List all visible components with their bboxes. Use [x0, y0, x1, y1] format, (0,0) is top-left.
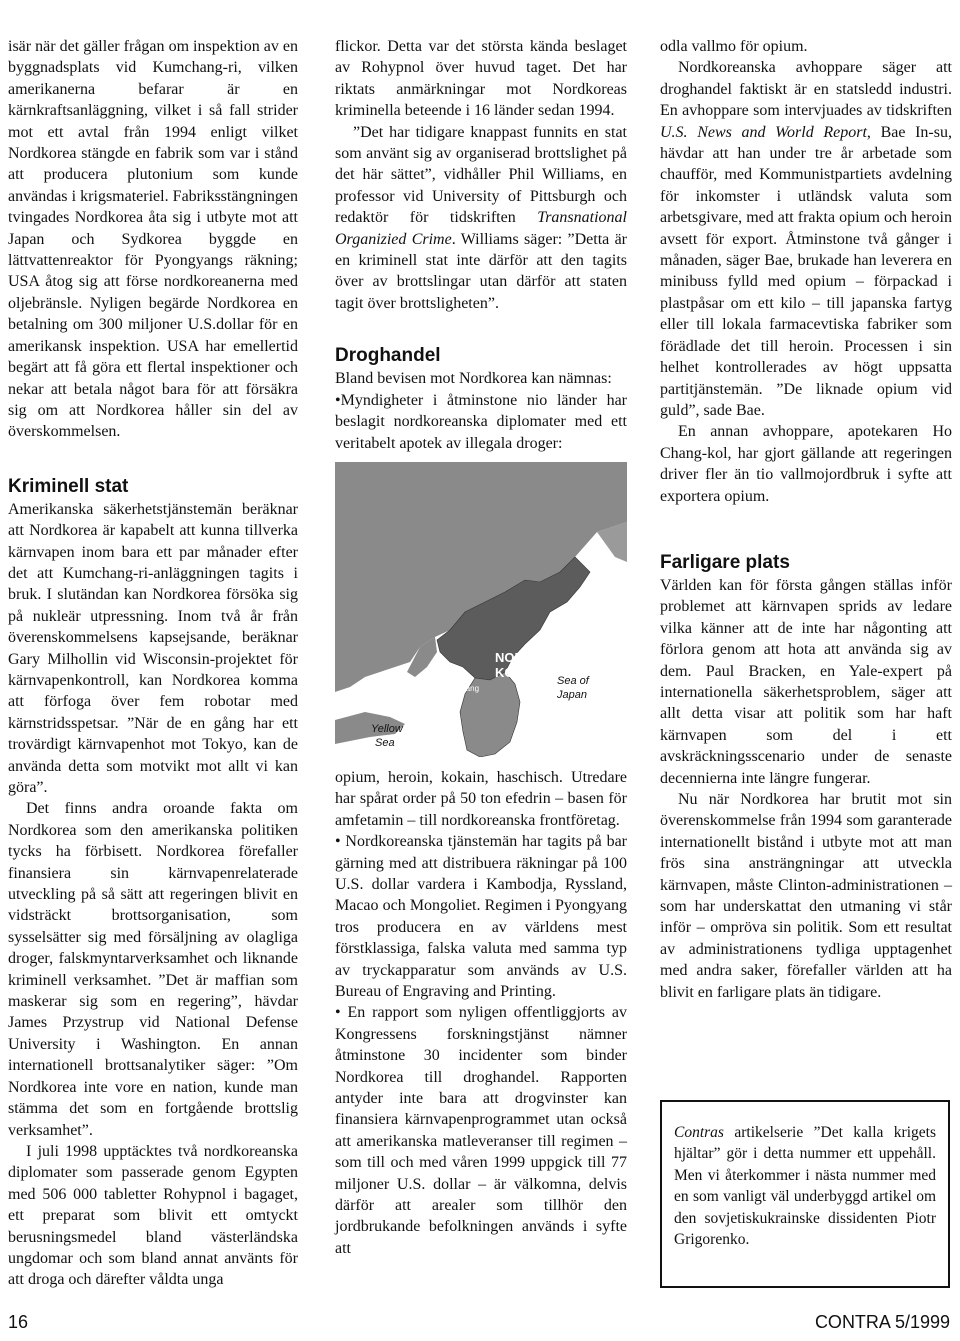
magazine-title: U.S. News and World Report	[660, 123, 867, 141]
contras-italic: Contras	[674, 1124, 724, 1141]
column-3	[660, 36, 952, 1003]
map-label-sea: Sea	[375, 736, 395, 749]
bullet-item: •Myndigheter i åtminstone nio länder har beslagit nordkoreanska diplomater med ett veritabelt apotek av illegala droger:	[335, 391, 627, 452]
paragraph: Det finns andra oroande fakta om Nordkorea som den amerikanska politiken tycks ha förbisett. Nordkorea förefaller finansiera sin kärnvapenrelaterade utveckling på så sätt att regeringen blivit en vidsträckt brottsorganisation, som sysselsätter sig med försäljning av olagliga droger, falskmyntarverksamhet och liknande kriminell verksamhet. ”Det är maffian som maskerar sig som en regering”, hävdar James Przystrup vid National Defense University i Washington. En annan internationell brottsanalytiker säger: ”Om Nordkorea inte vore en nation, kunde man stämma det som en fortgående brottslig verksamhet”.	[8, 800, 298, 1139]
editorial-note-box	[660, 1100, 950, 1288]
section-heading-droghandel: Droghandel	[335, 345, 441, 367]
paragraph: Amerikanska säkerhetstjänstemän beräknar att Nordkorea är kapabelt att kunna tillverka kärnvapen inom bara ett par månader efter det att Kumchang-ri-anläggningen tagits i bruk. I slutändan kan Nordkorea försöka sig på nukleär utpressning. Inom två år från överenskommelsens kapsejsande, beräknar Gary Milhollin vid Wisconsin-projektet för kärnvapenkontroll, kan Nordkorea komma att förfoga över fem robotar med kärnstridsspetsar. ”När de en gång har ett trovärdigt kärnvapenhot mot Tokyo, kan de använda detta som motvikt mot allt vi kan göra”.	[8, 500, 298, 796]
paragraph: isär när det gäller frågan om inspektion av en byggnadsplats vid Kumchang-ri, vilken amerikanerna befarar är en kärnkraftsanläggning, vilket i så fall strider mot ett avtal från 1994 enligt vilket Nordkorea stängde en fabrik som var i stånd att producera plutonium som kunde användas i krigsmateriel. Fabriksstängningen tvingades Nordkorea åta sig i utbyte mot att Japan och Sydkorea byggde en lättvattenreaktor för Pyongyangs räkning; USA åtog sig att förse nordkoreanerna med oljebränsle. Nyligen begärde Nordkorea en betalning om 300 miljoner U.S.dollar för en amerikansk inspektion. USA har emellertid begärt att få göra ett flertal inspektioner och nekar att betala något bara för att försäkra sig om att Nordkorea håller sin del av överskommelsen.	[8, 38, 298, 441]
paragraph: odla vallmo för opium.	[660, 38, 808, 55]
column-1	[8, 36, 298, 1291]
issue-label: CONTRA 5/1999	[814, 1312, 950, 1332]
journal-title: Transnational Organizied Crime	[335, 209, 627, 248]
paragraph: Bland bevisen mot Nordkorea kan nämnas:	[335, 370, 612, 388]
map-label-north: NORTH	[495, 649, 542, 665]
map-label-japan: Japan	[557, 688, 587, 701]
paragraph: ”Det har tidigare knappast funnits en stat som använt sig av organiserad brottslighet på det här sättet”, vidhåller Phil Williams, en professor vid University of Pittsburgh och redaktör för tidskriften Transnational Organizied Crime. Williams säger: ”Detta är en kriminell stat inte därför att den tagits över av brottslingar utan därför att staten tagit över brottsligheten”.	[335, 123, 627, 312]
map-label-pyongyang: Pyongyang	[439, 683, 480, 693]
map-label-sea-of: Sea of	[557, 674, 589, 687]
paragraph: Världen kan för första gången ställas inför problemet att kärnvapen sprids av ledare vilka känner att de inte har någonting att förlora genom att hota att använda sig av dem. Paul Bracken, en Yale-expert på internationella säkerhetsproblem, säger att allt detta visar att politik som har haft kärnvapen som del i ett avskräckningsscenario under de senaste decennierna inte längre fungerar.	[660, 576, 952, 787]
map-label-korea: KOREA	[495, 664, 542, 680]
map-city-dot	[432, 686, 436, 690]
bullet-item: • En rapport som nyligen offentliggjorts av Kongressens forskningstjänst nämner åtminstone 30 incidenter som binder Nordkorea till droghandel. Rapporten antyder inte bara att drogvinster kan finansiera kärnvapenprogrammet utan också att amerikanska matleveranser till regimen – som till och med våren 1999 uppgick till 77 miljoner U.S. dollar – är välkomna, delvis därför att arealer som tillhör den jordbrukande befolkningen används i syfte att	[335, 1004, 627, 1257]
map-label-yellow: Yellow	[371, 722, 403, 735]
paragraph: Nordkoreanska avhoppare säger att droghandel faktiskt är en statsledd industri. En avhoppare som intervjuades av tidskriften U.S. News and World Report, Bae In-su, hävdar att han under tre år arbetade som chaufför, med Kommunistpartiets avdelning för inkomster i utländsk valuta som arbetsgivare, med att frakta opium och heroin avsett för export. Åtminstone två gånger i månaden, säger Bae, brukade han leverera en minibuss fylld med opium – förpackad i plastpåsar om ett kilo – till japanska fartyg eller till lokala farmacevtiska fabriker som förädlade det till heroin. Processen i sin helhet kontrollerades av högt uppsatta partitjänstemän. ”De liknade opium vid guld”, sade Bae.	[660, 59, 952, 419]
section-heading-kriminell-stat: Kriminell stat	[8, 475, 129, 497]
editorial-note-text: artikelserie ”Det kalla krigets hjältar” gör i detta nummer ett uppehåll. Men vi återkommer i nästa nummer med en som vanligt väl underbyggd artikel om den sovjetiskukrainske dissidenten Piotr Grigorenko.	[674, 1124, 936, 1249]
paragraph: I juli 1998 upptäcktes två nordkoreanska diplomater som passerade genom Egypten med 506 000 tabletter Rohypnol i bagaget, ett preparat som blivit ett omtyckt berusningsmedel bland västerländska ungdomar och som bland annat använts för att droga och därefter våldta unga	[8, 1142, 298, 1289]
page-number: 16	[8, 1312, 29, 1332]
paragraph: En annan avhoppare, apotekaren Ho Chang-kol, har gjort gällande att regeringen driver fler än tio vallmojordbruk i syfte att exportera opium.	[660, 423, 952, 505]
column-2	[335, 36, 627, 1259]
section-heading-farligare-plats: Farligare plats	[660, 551, 790, 573]
bullet-item: • Nordkoreanska tjänstemän har tagits på bar gärning med att distribuera räkningar på 100 U.S. dollar vardera i Kambodja, Ryssland, Macao och Mongoliet. Regimen i Pyongyang tros producera en av världens mest förstklassiga, falska valuta med samma typ av tryckapparatur som används av U.S. Bureau of Engraving and Printing.	[335, 833, 627, 1000]
paragraph: opium, heroin, kokain, haschisch. Utredare har spårat order på 50 ton efedrin – basen för amfetamin – till nordkoreanska frontföretag.	[335, 768, 627, 829]
map-north-korea	[335, 462, 627, 757]
paragraph: flickor. Detta var det största kända beslaget av Rohypnol över huvud taget. Det har riktats anmärkningar mot Nordkoreas kriminella beteende i 16 länder sedan 1994.	[335, 38, 627, 120]
paragraph: Nu när Nordkorea har brutit mot sin överenskommelse från 1994 som garanterade internationellt bistånd i utbyte mot att man frös sina ansträngningar att utveckla kärnvapen, måste Clinton-administrationen – som har underskattat den utmaning vi står inför – ompröva sin politik. Som ett resultat av administrationens tydliga upptagenhet med andra saker, förefaller världen att ha blivit en farligare plats än tidigare.	[660, 791, 952, 1001]
map-graphic	[335, 462, 627, 757]
